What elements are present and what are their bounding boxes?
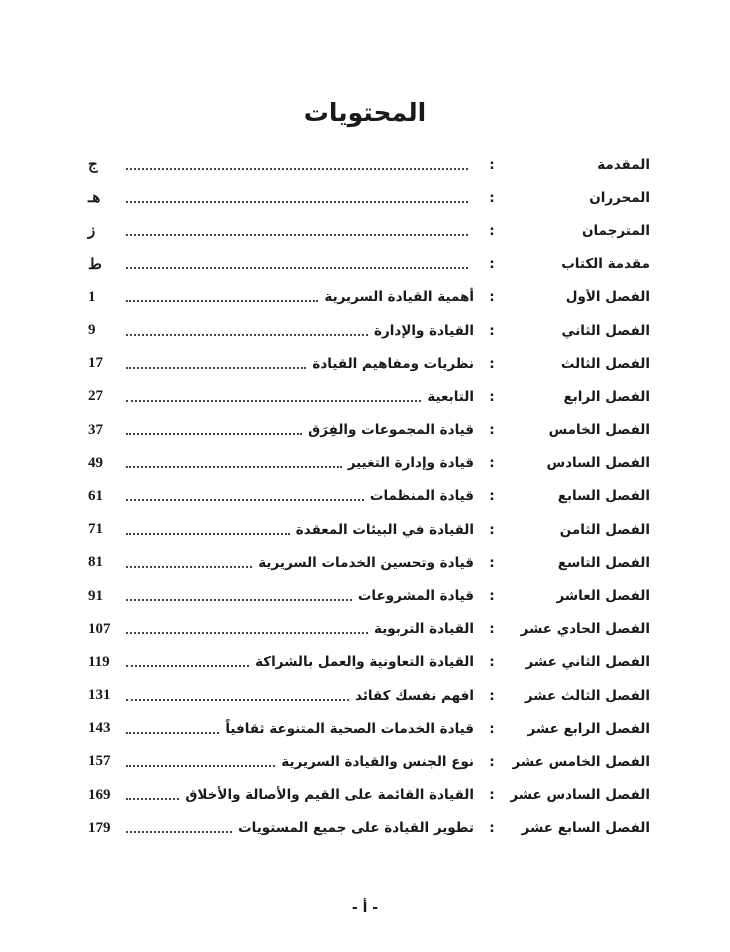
toc-entry-title: القيادة في البيئات المعقدة <box>295 521 474 538</box>
toc-separator-colon: : <box>489 787 495 804</box>
toc-entry-page-number: 17 <box>88 355 103 372</box>
toc-entry-title: أهمية القيادة السريرية <box>324 289 474 306</box>
toc-entry-page-number: 9 <box>88 322 96 339</box>
toc-row <box>88 347 650 380</box>
toc-entry-page-number: ج <box>88 157 98 174</box>
toc-row <box>88 646 650 679</box>
page-title: المحتويات <box>303 98 427 127</box>
toc-entry-title: القيادة التعاونية والعمل بالشراكة <box>255 654 474 671</box>
toc-entry-title: نوع الجنس والقيادة السريرية <box>281 753 474 770</box>
toc-entry-page-number: 37 <box>88 421 103 438</box>
toc-entry-page-number: ط <box>88 256 102 273</box>
toc-entry-label: الفصل الأول <box>565 289 650 306</box>
toc-row <box>88 513 650 546</box>
toc-separator-colon: : <box>489 289 495 306</box>
toc-entry-page-number: 49 <box>88 454 103 471</box>
toc-entry-label: الفصل التاسع <box>557 554 650 571</box>
toc-row <box>88 181 650 214</box>
toc-separator-colon: : <box>489 720 495 737</box>
dot-leader <box>126 819 232 833</box>
toc-entry-label: الفصل الحادي عشر <box>520 621 650 638</box>
toc-entry-title: القيادة التربوية <box>374 621 474 638</box>
toc-separator-colon: : <box>489 256 495 273</box>
toc-row <box>88 414 650 447</box>
toc-separator-colon: : <box>489 488 495 505</box>
toc-entry-label: الفصل السابع <box>557 488 650 505</box>
toc-separator-colon: : <box>489 388 495 405</box>
toc-entry-page-number: 81 <box>88 554 103 571</box>
toc-entry-label: الفصل الخامس عشر <box>512 753 650 770</box>
toc-entry-label: الفصل الرابع <box>563 388 650 405</box>
toc-entry-title: قيادة المنظمات <box>369 488 474 505</box>
toc-row <box>88 447 650 480</box>
toc-row <box>88 314 650 347</box>
toc-row <box>88 248 650 281</box>
toc-entry-label: الفصل الثالث عشر <box>524 687 650 704</box>
toc-separator-colon: : <box>489 687 495 704</box>
toc-entry-page-number: 71 <box>88 521 103 538</box>
toc-row <box>88 546 650 579</box>
toc-separator-colon: : <box>489 222 495 239</box>
dot-leader <box>126 255 468 269</box>
dot-leader <box>126 786 179 800</box>
toc-entry-label: الفصل السابع عشر <box>521 820 650 837</box>
dot-leader <box>126 454 342 468</box>
toc-entry-page-number: 143 <box>88 720 111 737</box>
page-number: - أ - <box>351 900 379 916</box>
toc-entry-label: الفصل العاشر <box>556 588 650 605</box>
dot-leader <box>126 487 364 501</box>
dot-leader <box>126 222 468 236</box>
toc-entry-page-number: هـ <box>88 190 101 207</box>
toc-entry-title: قيادة وتحسين الخدمات السريرية <box>258 554 474 571</box>
toc-entry-label: المقدمة <box>597 156 650 173</box>
toc-entry-label: المترجمان <box>581 222 650 239</box>
dot-leader <box>126 753 275 767</box>
toc-separator-colon: : <box>489 621 495 638</box>
toc-separator-colon: : <box>489 654 495 671</box>
toc-separator-colon: : <box>489 322 495 339</box>
dot-leader <box>126 355 306 369</box>
toc-entry-title: تطوير القيادة على جميع المستويات <box>238 820 474 837</box>
toc-row <box>88 480 650 513</box>
dot-leader <box>126 322 368 336</box>
toc-entry-label: مقدمة الكتاب <box>561 256 650 273</box>
toc-entry-title: القيادة والإدارة <box>374 322 474 339</box>
dot-leader <box>126 388 421 402</box>
toc-separator-colon: : <box>489 820 495 837</box>
toc-entry-page-number: 179 <box>88 819 111 836</box>
toc-entry-page-number: 169 <box>88 786 111 803</box>
toc-entry-page-number: 157 <box>88 753 111 770</box>
toc-row <box>88 712 650 745</box>
toc-entry-title: قيادة وإدارة التغيير <box>347 455 474 472</box>
toc-entry-label: المحرران <box>589 189 650 206</box>
toc-entry-title: نظريات ومفاهيم القيادة <box>312 355 474 372</box>
toc-entry-label: الفصل السادس <box>546 455 650 472</box>
toc-separator-colon: : <box>489 455 495 472</box>
dot-leader <box>126 587 352 601</box>
dot-leader <box>126 189 468 203</box>
dot-leader <box>126 554 252 568</box>
dot-leader <box>126 720 219 734</box>
toc-separator-colon: : <box>489 588 495 605</box>
toc-row <box>88 679 650 712</box>
dot-leader <box>126 421 302 435</box>
toc-row <box>88 148 650 181</box>
toc-entry-page-number: 119 <box>88 653 110 670</box>
toc-separator-colon: : <box>489 521 495 538</box>
toc-entry-label: الفصل الثالث <box>560 355 650 372</box>
toc-row <box>88 779 650 812</box>
toc-entry-page-number: 91 <box>88 587 103 604</box>
toc-entry-title: قيادة المجموعات والفِرَق <box>308 422 474 439</box>
toc-entry-page-number: 27 <box>88 388 103 405</box>
toc-entry-label: الفصل الثاني <box>561 322 650 339</box>
toc-separator-colon: : <box>489 355 495 372</box>
toc-entry-label: الفصل السادس عشر <box>510 787 650 804</box>
toc-entry-page-number: 61 <box>88 487 103 504</box>
dot-leader <box>126 288 318 302</box>
toc-entry-label: الفصل الرابع عشر <box>527 720 650 737</box>
toc-separator-colon: : <box>489 554 495 571</box>
toc-entry-page-number: 1 <box>88 288 96 305</box>
toc-row <box>88 380 650 413</box>
dot-leader <box>126 687 349 701</box>
toc-entry-title: قيادة الخدمات الصحية المتنوعة ثقافياً <box>225 720 474 737</box>
dot-leader <box>126 521 290 535</box>
toc-entry-title: التابعية <box>427 388 474 405</box>
toc-separator-colon: : <box>489 189 495 206</box>
toc-entry-page-number: 131 <box>88 687 111 704</box>
toc-row <box>88 812 650 845</box>
toc-row <box>88 745 650 778</box>
toc-entry-title: افهم نفسك كقائد <box>355 687 474 704</box>
dot-leader <box>126 653 249 667</box>
dot-leader <box>126 156 468 170</box>
toc-row <box>88 613 650 646</box>
toc-row <box>88 214 650 247</box>
toc-entry-page-number: ز <box>88 223 96 240</box>
dot-leader <box>126 620 368 634</box>
toc-entry-label: الفصل الثامن <box>559 521 650 538</box>
toc-entry-label: الفصل الثاني عشر <box>525 654 650 671</box>
toc-separator-colon: : <box>489 753 495 770</box>
toc-row <box>88 579 650 612</box>
toc-entry-page-number: 107 <box>88 620 111 637</box>
toc-separator-colon: : <box>489 156 495 173</box>
table-of-contents <box>88 148 650 845</box>
toc-entry-label: الفصل الخامس <box>548 422 650 439</box>
toc-entry-title: القيادة القائمة على القيم والأصالة والأخلاق <box>185 787 474 804</box>
toc-row <box>88 281 650 314</box>
toc-separator-colon: : <box>489 422 495 439</box>
toc-entry-title: قيادة المشروعات <box>357 588 474 605</box>
